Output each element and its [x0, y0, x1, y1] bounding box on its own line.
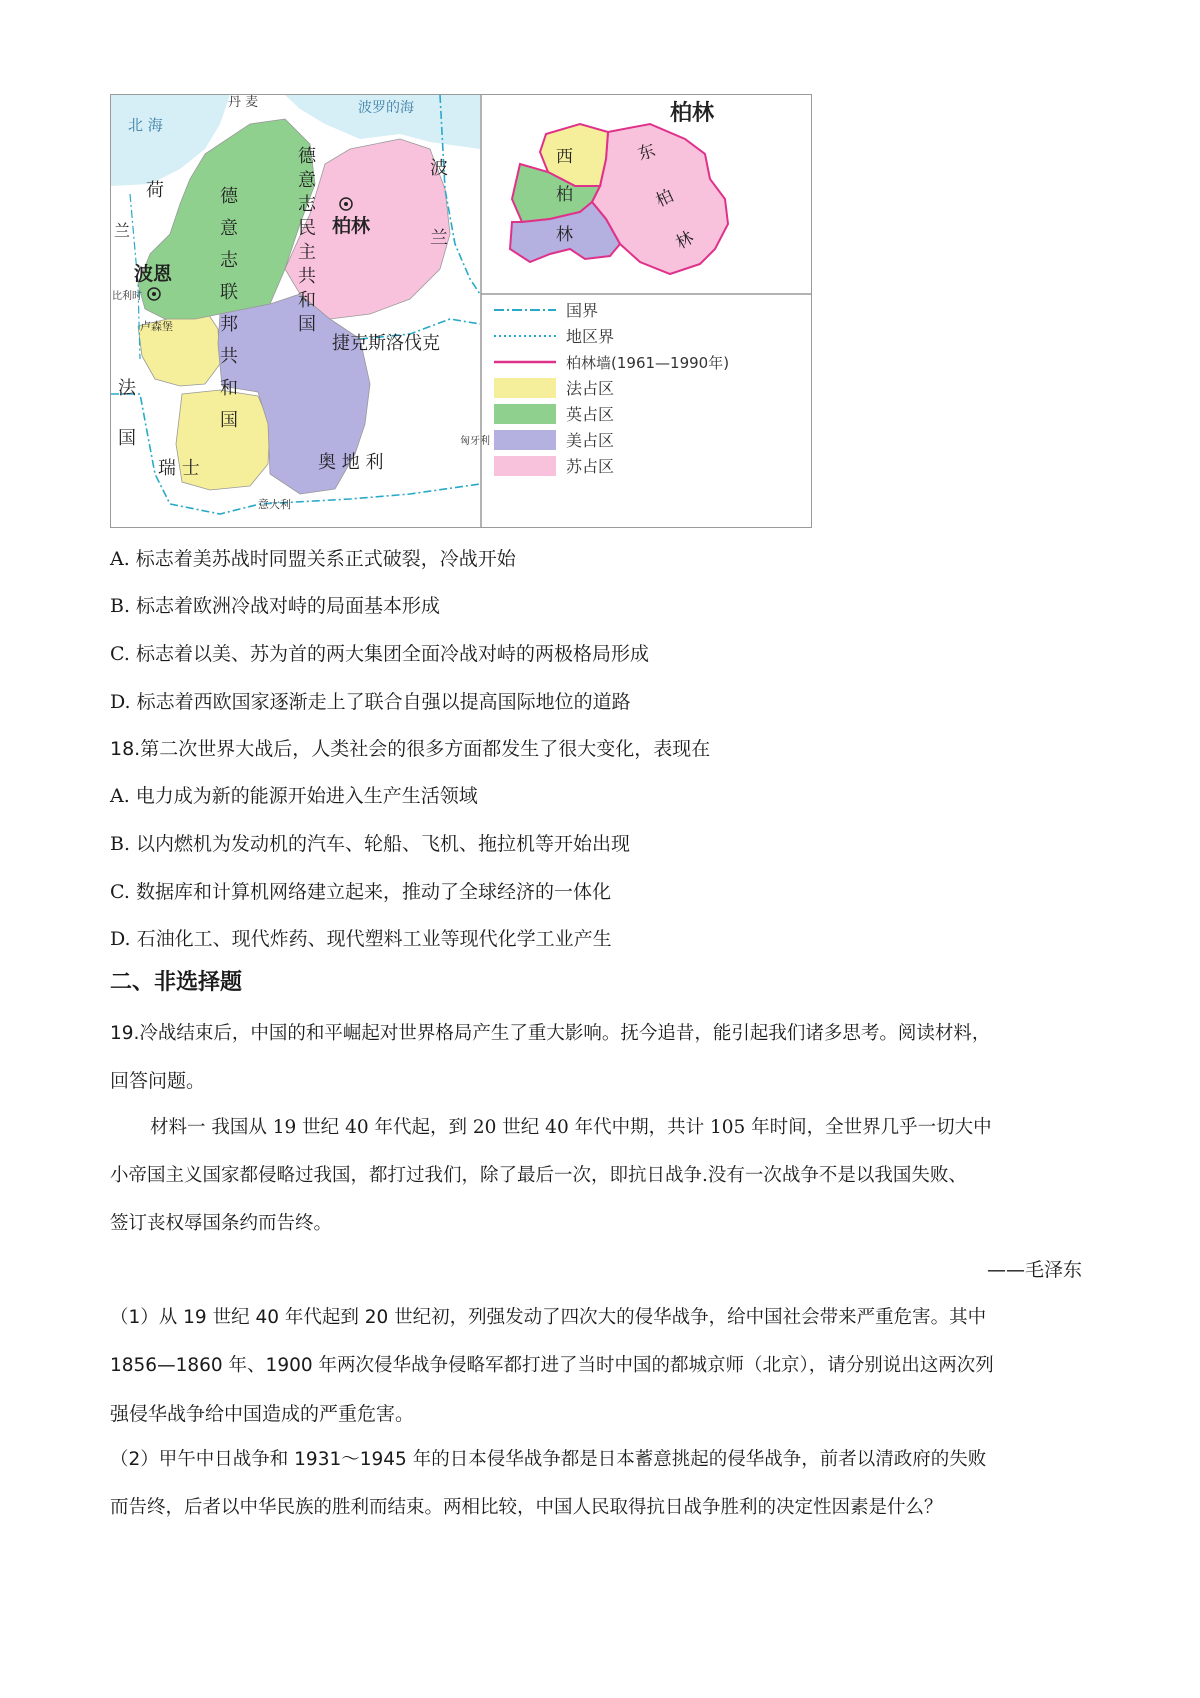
svg-text:林: 林 — [672, 227, 698, 254]
material-1-line-1: 材料一 我国从 19 世纪 40 年代起，到 20 世纪 40 年代中期，共计 105 年时间，全世界几乎一切大中 — [150, 1117, 992, 1138]
svg-text:国: 国 — [220, 410, 238, 431]
label-luxembourg: 卢森堡 — [140, 320, 173, 333]
q18-stem: 18.第二次世界大战后，人类社会的很多方面都发生了很大变化，表现在 — [110, 738, 711, 760]
label-gdr — [298, 146, 317, 311]
q19-stem-line-2: 回答问题。 — [110, 1070, 206, 1092]
svg-text:意: 意 — [298, 170, 316, 191]
q17-option-b: B. 标志着欧洲冷战对峙的局面基本形成 — [110, 595, 441, 617]
q17-option-a: A. 标志着美苏战时同盟关系正式破裂，冷战开始 — [110, 548, 516, 570]
germany-occupation-map — [110, 94, 812, 528]
label-denmark: 丹 麦 — [228, 95, 259, 110]
label-hungary: 匈牙利 — [460, 436, 490, 447]
svg-text:邦: 邦 — [220, 314, 238, 335]
q18-option-a: A. 电力成为新的能源开始进入生产生活领域 — [110, 785, 478, 807]
legend-french-label: 法占区 — [566, 379, 615, 398]
q18-option-b: B. 以内燃机为发动机的汽车、轮船、飞机、拖拉机等开始出现 — [110, 833, 631, 855]
svg-text:主: 主 — [298, 242, 316, 263]
label-france-2: 国 — [118, 428, 136, 449]
legend-french-swatch — [494, 378, 556, 398]
label-belgium: 比利时 — [112, 291, 142, 302]
svg-text:德: 德 — [220, 186, 238, 207]
legend-region-label: 地区界 — [566, 327, 615, 346]
label-west-berlin — [556, 147, 573, 245]
material-attribution: ——毛泽东 — [986, 1259, 1082, 1281]
svg-text:柏: 柏 — [652, 186, 677, 212]
svg-text:联: 联 — [220, 282, 238, 303]
legend-american-label: 美占区 — [566, 431, 615, 450]
label-czechoslovakia: 捷克斯洛伐克 — [332, 333, 440, 354]
label-berlin: 柏林 — [332, 215, 371, 237]
label-austria: 奥 地 利 — [318, 452, 384, 473]
q19-sub2-line-2: 而告终，后者以中华民族的胜利而结束。两相比较，中国人民取得抗日战争胜利的决定性因素是什么？ — [110, 1497, 943, 1518]
svg-text:林: 林 — [556, 225, 573, 245]
svg-text:和: 和 — [220, 378, 238, 399]
svg-text:民: 民 — [298, 218, 316, 239]
material-1-line-3: 签订丧权辱国条约而告终。 — [110, 1213, 333, 1234]
label-switzerland: 瑞 士 — [158, 458, 200, 479]
legend-british-label: 英占区 — [566, 405, 615, 424]
inset-title: 柏林 — [670, 101, 715, 126]
label-baltic-sea: 波罗的海 — [358, 100, 414, 116]
legend-soviet-swatch — [494, 456, 556, 476]
svg-text:志: 志 — [220, 250, 238, 271]
legend-american-swatch — [494, 430, 556, 450]
svg-text:西: 西 — [556, 147, 573, 167]
q18-option-d: D. 石油化工、现代炸药、现代塑料工业等现代化学工业产生 — [110, 928, 612, 950]
q18-option-c: C. 数据库和计算机网络建立起来，推动了全球经济的一体化 — [110, 881, 611, 903]
legend-british-swatch — [494, 404, 556, 424]
label-gdr-last: 国 — [298, 314, 316, 335]
svg-text:志: 志 — [298, 194, 316, 215]
q19-sub2-line-1: （2）甲午中日战争和 1931～1945 年的日本侵华战争都是日本蓄意挑起的侵华战争，前者以清政府的失败 — [110, 1449, 987, 1470]
q19-stem-line-1: 19.冷战结束后，中国的和平崛起对世界格局产生了重大影响。抚今追昔，能引起我们诸多思考。阅读材料， — [110, 1023, 991, 1044]
svg-text:德: 德 — [298, 146, 316, 167]
main-map — [111, 94, 490, 527]
q17-option-d: D. 标志着西欧国家逐渐走上了联合自强以提高国际地位的道路 — [110, 691, 631, 713]
label-netherlands-1: 荷 — [146, 180, 164, 201]
label-poland-2: 兰 — [430, 228, 448, 249]
svg-text:共: 共 — [220, 346, 238, 367]
svg-text:意: 意 — [220, 218, 238, 239]
svg-text:柏: 柏 — [556, 185, 573, 205]
svg-text:和: 和 — [298, 290, 316, 311]
q17-option-c: C. 标志着以美、苏为首的两大集团全面冷战对峙的两极格局形成 — [110, 643, 649, 665]
q19-sub1-line-3: 强侵华战争给中国造成的严重危害。 — [110, 1403, 415, 1425]
legend-border-label: 国界 — [566, 301, 599, 320]
q19-sub1-line-2: 1856—1860 年、1900 年两次侵华战争侵略军都打进了当时中国的都城京师（北京），请分别说出这两次列 — [110, 1355, 994, 1376]
legend-wall-label: 柏林墙(1961—1990年) — [566, 354, 730, 372]
label-poland-1: 波 — [430, 158, 448, 179]
label-netherlands-2: 兰 — [114, 221, 131, 240]
q19-sub1-line-1: （1）从 19 世纪 40 年代起到 20 世纪初，列强发动了四次大的侵华战争，给中国社会带来严重危害。其中 — [110, 1307, 987, 1328]
label-france-1: 法 — [118, 378, 136, 399]
label-italy: 意大利 — [258, 498, 291, 511]
section-heading: 二、非选择题 — [110, 970, 243, 995]
label-north-sea: 北 海 — [128, 116, 163, 134]
label-bonn: 波恩 — [134, 263, 173, 285]
legend-soviet-label: 苏占区 — [566, 457, 615, 476]
svg-text:东: 东 — [635, 140, 658, 165]
svg-text:共: 共 — [298, 266, 316, 287]
material-1-line-2: 小帝国主义国家都侵略过我国，都打过我们，除了最后一次，即抗日战争.没有一次战争不是以我国失败、 — [110, 1165, 967, 1186]
